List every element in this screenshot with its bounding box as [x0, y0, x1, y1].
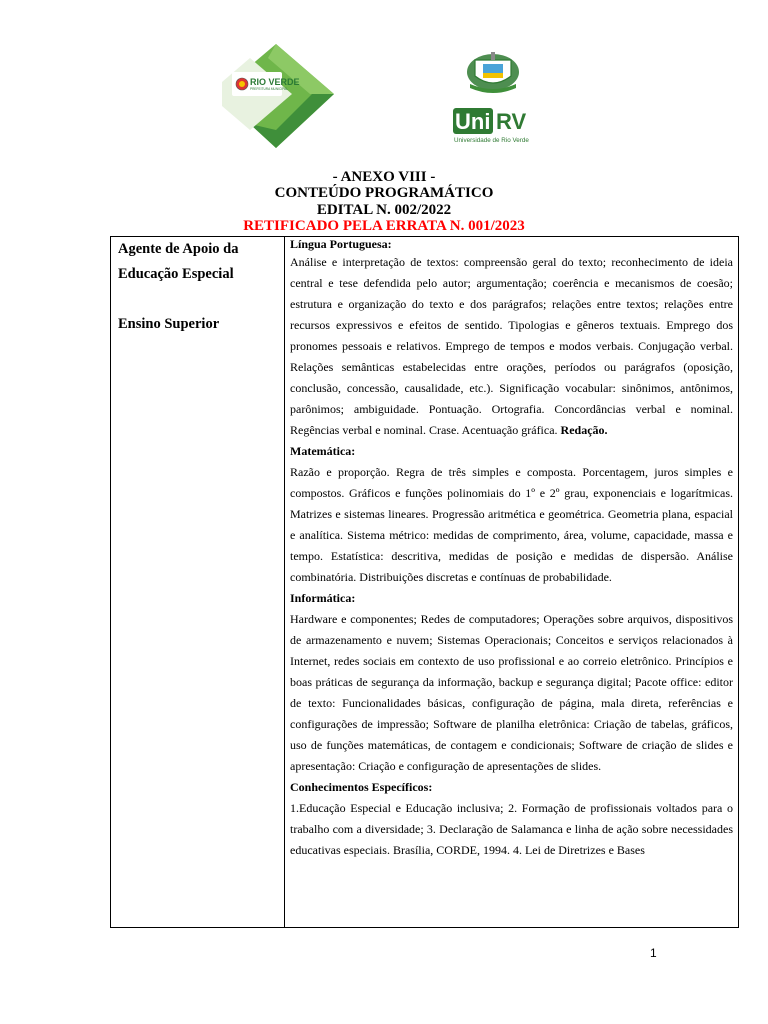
position-cell — [118, 237, 278, 337]
section-text-specific: 1.Educação Especial e Educação inclusiva; 2. Formação de profissionais voltados para o trabalho com a diversidade; 3. Declaração de Salamanca e linha de ação sobre necessidades educativas especiais. Brasília, CORDE, 1994. 4. Lei de Diretrizes e Bases — [290, 801, 733, 857]
education-level: Ensino Superior — [118, 316, 220, 332]
unirv-crest-icon — [467, 52, 519, 93]
unirv-logo-subtext: Universidade de Rio Verde — [454, 137, 529, 144]
content-cell — [290, 237, 733, 861]
section-text-portuguese — [290, 252, 733, 441]
table-column-divider — [284, 237, 285, 927]
page-number: 1 — [650, 946, 657, 960]
section-text-math: Razão e proporção. Regra de três simples e composta. Porcentagem, juros simples e compostos. Gráficos e funções polinomiais do 1º e 2º grau, exponenciais e logarítmicas. Matrizes e sistemas lineares. Progressão aritmética e geométrica. Geometria plana, espacial e analítica. Sistema métrico: medidas de comprimento, área, volume, capacidade, massa e tempo. Estatística: descritiva, medidas de posição e medidas de dispersão. Análise combinatória. Distribuições discretas e contínuas de probabilidade. — [290, 465, 733, 584]
section-title-specific: Conhecimentos Específicos: — [290, 780, 433, 794]
errata-notice: RETIFICADO PELA ERRATA N. 001/2023 — [243, 218, 525, 234]
rio-verde-logo-subtext: PREFEITURA MUNICIPAL — [250, 87, 289, 91]
section-text-portuguese-redacao: Redação. — [560, 423, 608, 437]
rio-verde-logo-text: RIO VERDE — [250, 77, 300, 87]
section-title-portuguese: Língua Portuguesa: — [290, 237, 392, 251]
section-title-informatics: Informática: — [290, 591, 356, 605]
section-text-informatics: Hardware e componentes; Redes de computadores; Operações sobre arquivos, dispositivos de armazenamento e nuvem; Sistemas Operacionais; Conceitos e serviços relacionados à Internet, redes sociais em contexto de uso profissional e ao correio eletrônico. Princípios e boas práticas de segurança da informação, backup e segurança digital; Pacote office: editor de texto: Funcionalidades básicas, configuração de página, mala direta, referências e configurações de impressão; Software de planilha eletrônica: Criação de tabelas, gráficos, uso de funções matemáticas, de contagem e condicionais; Software de criação de slides e apresentação: Criação e configuração de apresentações de slides. — [290, 612, 733, 773]
edital-number: EDITAL N. 002/2022 — [316, 202, 452, 218]
annex-title: - ANEXO VIII - — [332, 169, 436, 185]
unirv-logo-rv: RV — [496, 109, 527, 134]
section-text-portuguese-body: Análise e interpretação de textos: compreensão geral do texto; reconhecimento de ideia central e tese defendida pelo autor; argumentação; coerência e mecanismos de coesão; estrutura e organização do texto e dos parágrafos; relações entre textos; relações entre recursos expressivos e efeitos de sentido. Tipologias e gêneros textuais. Emprego dos pronomes pessoais e relativos. Emprego de tempos e modos verbais. Conjugação verbal. Relações semânticas estabelecidas entre orações, períodos ou parágrafos (oposição, conclusão, concessão, causalidade, etc.). Significação vocabular: sinônimos, antônimos, parônimos; ambiguidade. Pontuação. Ortografia. Concordâncias verbal e nominal. Regências verbal e nominal. Crase. Acentuação gráfica. — [290, 255, 733, 437]
position-name: Agente de Apoio da Educação Especial — [118, 241, 239, 282]
rio-verde-logo — [222, 44, 334, 148]
section-title-math: Matemática: — [290, 444, 356, 458]
unirv-logo-uni: Uni — [455, 109, 491, 134]
syllabus-table — [110, 236, 739, 928]
unirv-logo — [450, 50, 536, 150]
program-content-title: CONTEÚDO PROGRAMÁTICO — [274, 185, 494, 201]
